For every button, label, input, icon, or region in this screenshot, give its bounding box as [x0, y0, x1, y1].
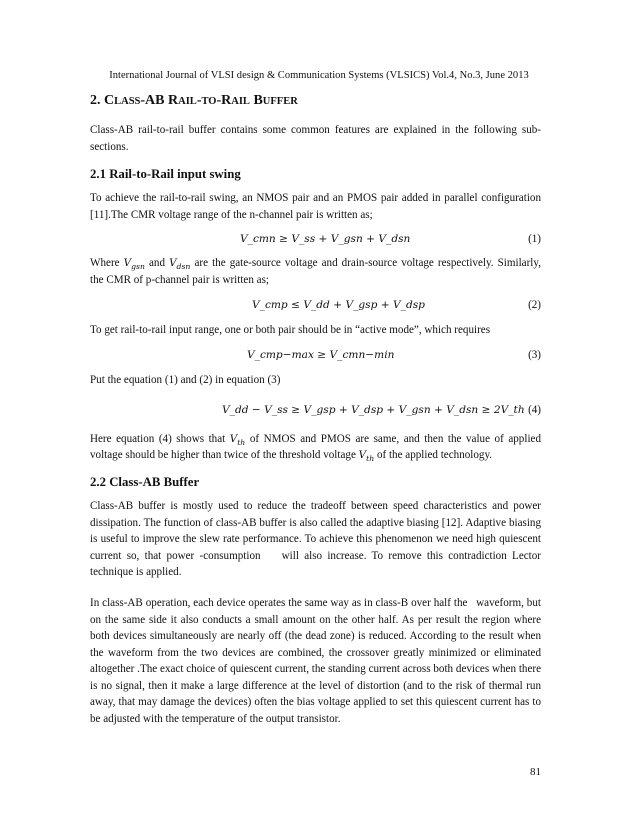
equation-1: [90, 230, 541, 248]
equation-3-expression: V_cmp−max ≥ V_cmn−min: [247, 349, 395, 362]
section-2-heading: 2. CLASS-AB RAIL-TO-RAIL BUFFER: [90, 93, 298, 108]
equation-2: [90, 296, 541, 314]
symbol-vth: $V_{th}$: [358, 449, 375, 464]
equation-2-number: (2): [528, 298, 541, 311]
section-2-1-paragraph-1: To achieve the rail-to-rail swing, an NMOS pair and an PMOS pair added in parallel configuration [11].The CMR voltage range of the n-channel pair is written as;: [90, 192, 541, 221]
running-header: International Journal of VLSI design & Communication Systems (VLSICS) Vol.4, No.3, June 2013: [109, 70, 529, 81]
section-2-1-paragraph-4: Put the equation (1) and (2) in equation (3): [90, 374, 281, 387]
equation-4: [90, 401, 541, 419]
page-content: [90, 92, 544, 728]
equation-1-number: (1): [528, 233, 541, 246]
section-2-1-paragraph-2: Where $V_{gsn}$ and $V_{dsn}$ are the gate-source voltage and drain-source voltage respectively. Similarly, the CMR of p-channel pair is written as;: [90, 257, 541, 286]
equation-1-expression: V_cmn ≥ V_ss + V_gsn + V_dsn: [240, 233, 411, 246]
section-2-1-paragraph-5: Here equation (4) shows that $V_{th}$ of NMOS and PMOS are same, and then the value of applied voltage should be higher than twice of the threshold voltage $V_{th}$ of the applied technology.: [90, 432, 541, 464]
section-2-2-heading: 2.2 Class-AB Buffer: [90, 474, 200, 489]
equation-3: [90, 346, 541, 364]
section-2-2-paragraph-1: Class-AB buffer is mostly used to reduce the tradeoff between speed characteristics and power dissipation. The function of class-AB buffer is also called the adaptive biasing [12]. Adaptive biasing is useful to improve the slew rate performance. To achieve this phenomenon we need high quiescent current so, that power -consumption will also increase. To remove this contradiction Lector technique is applied.: [90, 499, 544, 579]
equation-4-number: (4): [528, 403, 541, 416]
symbol-vth: $V_{th}$: [229, 432, 246, 447]
section-2-intro: Class-AB rail-to-rail buffer contains some common features are explained in the following sub-sections.: [90, 124, 541, 153]
equation-3-number: (3): [528, 349, 541, 362]
equation-4-expression: V_dd − V_ss ≥ V_gsp + V_dsp + V_gsn + V_dsn ≥ 2V_th: [222, 403, 525, 416]
page-number: 81: [530, 766, 541, 778]
symbol-vgsn: $V_{gsn}$: [123, 257, 145, 272]
equation-2-expression: V_cmp ≤ V_dd + V_gsp + V_dsp: [252, 298, 425, 311]
section-2-1-heading: 2.1 Rail-to-Rail input swing: [90, 167, 241, 182]
section-2-2-paragraph-2: In class-AB operation, each device operates the same way as in class-B over half the waveform, but on the same side it also conducts a small amount on the other half. As per result the region where both devices simultaneously are nearly off (the dead zone) is reduced. According to the result when the waveform from the two devices are combined, the crossover greatly minimized or eliminated altogether .The exact choice of quiescent current, the standing current across both devices when there is no signal, then it make a large difference at the level of distortion (and to the risk of thermal run away, that may damage the devices) often the bias voltage applied to set this quiescent current has to be adjusted with the temperature of the output transistor.: [90, 596, 544, 726]
section-2-1-paragraph-3: To get rail-to-rail input range, one or both pair should be in “active mode”, which requires: [90, 323, 491, 336]
symbol-vdsn: $V_{dsn}$: [169, 257, 191, 272]
